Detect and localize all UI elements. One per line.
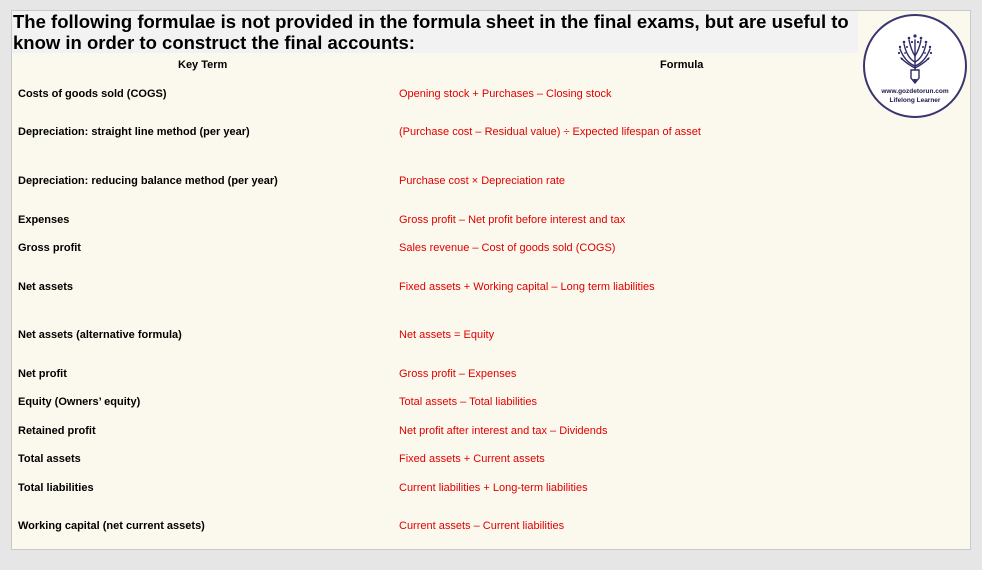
row-term: Working capital (net current assets) <box>18 520 205 532</box>
title-band <box>12 11 858 53</box>
table-row <box>12 242 858 258</box>
row-formula: Purchase cost × Depreciation rate <box>399 175 566 187</box>
tree-pencil-icon <box>895 32 935 84</box>
page-title: The following formulae is not provided in the formula sheet in the final exams, but are useful to know in order to construct the final accounts: <box>13 11 849 53</box>
row-formula: Current assets – Current liabilities <box>399 520 565 532</box>
header-key-term: Key Term <box>178 59 228 71</box>
row-formula: Sales revenue – Cost of goods sold (COGS) <box>399 242 616 254</box>
row-formula: Net assets = Equity <box>399 329 495 341</box>
table-row <box>12 396 858 412</box>
table-row <box>12 88 858 104</box>
table-row <box>12 126 858 142</box>
row-formula: Fixed assets + Working capital – Long term liabilities <box>399 281 655 293</box>
table-row <box>12 281 858 297</box>
row-formula: Opening stock + Purchases – Closing stock <box>399 88 612 100</box>
row-formula: Total assets – Total liabilities <box>399 396 537 408</box>
row-formula: (Purchase cost – Residual value) ÷ Expected lifespan of asset <box>399 126 701 138</box>
table-row <box>12 482 858 498</box>
slide <box>11 10 971 550</box>
row-term: Equity (Owners’ equity) <box>18 396 141 408</box>
logo <box>863 14 967 118</box>
row-term: Total liabilities <box>18 482 94 494</box>
row-term: Expenses <box>18 214 70 226</box>
row-term: Net assets <box>18 281 74 293</box>
row-term: Retained profit <box>18 425 96 437</box>
logo-url: www.gozdetorun.com <box>881 88 949 95</box>
table-row <box>12 520 858 536</box>
row-formula: Gross profit – Expenses <box>399 368 517 380</box>
table-row <box>12 368 858 384</box>
row-term: Depreciation: reducing balance method (per year) <box>18 175 278 187</box>
table-row <box>12 425 858 441</box>
table-row <box>12 214 858 230</box>
row-term: Costs of goods sold (COGS) <box>18 88 167 100</box>
row-formula: Net profit after interest and tax – Dividends <box>399 425 608 437</box>
table-row <box>12 175 858 191</box>
row-formula: Current liabilities + Long-term liabilities <box>399 482 588 494</box>
row-term: Gross profit <box>18 242 81 254</box>
header-formula: Formula <box>660 59 704 71</box>
row-term: Total assets <box>18 453 81 465</box>
row-formula: Fixed assets + Current assets <box>399 453 545 465</box>
row-term: Net profit <box>18 368 67 380</box>
table-row <box>12 453 858 469</box>
row-formula: Gross profit – Net profit before interest and tax <box>399 214 626 226</box>
row-term: Net assets (alternative formula) <box>18 329 182 341</box>
table-row <box>12 329 858 345</box>
logo-tagline: Lifelong Learner <box>889 97 941 104</box>
row-term: Depreciation: straight line method (per year) <box>18 126 250 138</box>
